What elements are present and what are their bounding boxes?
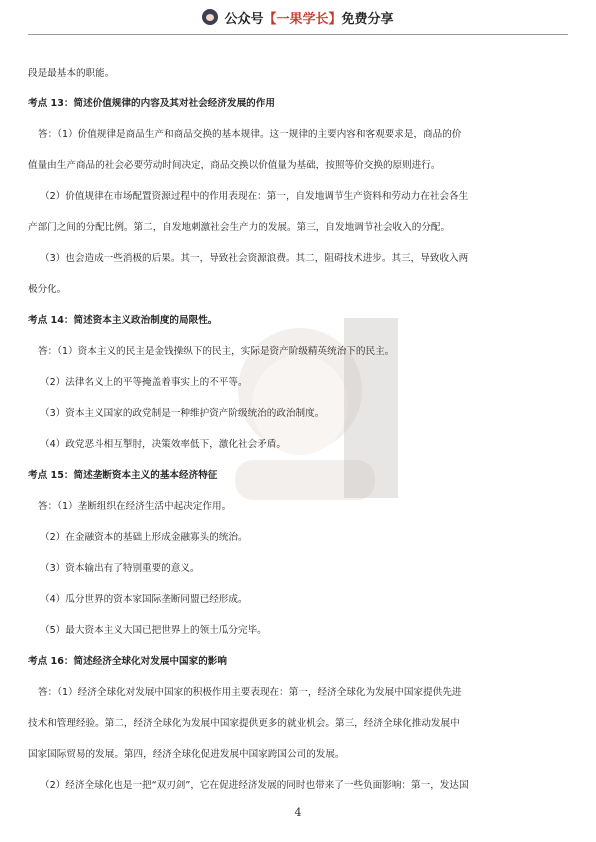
paragraph-line: 答：（1）资本主义的民主是金钱操纵下的民主，实际是资产阶级精英统治下的民主。 (38, 346, 395, 357)
avatar-icon (202, 9, 218, 25)
paragraph-line: 答：（1）价值规律是商品生产和商品交换的基本规律。这一规律的主要内容和客观要求是，商品的价 (38, 129, 462, 140)
paragraph-line: 产部门之间的分配比例。第二，自发地刺激社会生产力的发展。第三，自发地调节社会收入的分配。 (28, 222, 451, 233)
paragraph-line: （2）法律名义上的平等掩盖着事实上的不平等。 (40, 377, 248, 388)
paragraph-line: 极分化。 (28, 284, 67, 295)
paragraph-line: 段是最基本的职能。 (28, 68, 115, 79)
header-suffix: 免费分享 (341, 11, 394, 27)
paragraph-line: （4）瓜分世界的资本家国际垄断同盟已经形成。 (40, 594, 248, 605)
paragraph-line: （2）经济全球化也是一把“双刃剑”，它在促进经济发展的同时也带来了一些负面影响：第一，发达国 (40, 780, 469, 791)
page-number: 4 (294, 806, 302, 819)
section-heading: 考点 14：简述资本主义政治制度的局限性。 (28, 315, 218, 326)
section-heading: 考点 13：简述价值规律的内容及其对社会经济发展的作用 (28, 98, 275, 109)
paragraph-line: （2）价值规律在市场配置资源过程中的作用表现在：第一，自发地调节生产资料和劳动力在社会各生 (40, 191, 469, 202)
header-prefix: 公众号 (224, 11, 264, 27)
paragraph-line: （3）资本输出有了特别重要的意义。 (40, 563, 200, 574)
section-heading: 考点 15：简述垄断资本主义的基本经济特征 (28, 470, 218, 481)
paragraph-line: （3）也会造成一些消极的后果。其一，导致社会资源浪费。其二，阻碍技术进步。其三，导致收入两 (40, 253, 469, 264)
header-brand: 【一果学长】 (263, 11, 342, 27)
paragraph-line: 国家国际贸易的发展。第四，经济全球化促进发展中国家跨国公司的发展。 (28, 749, 345, 760)
header-divider (28, 34, 568, 35)
paragraph-line: （2）在金融资本的基础上形成金融寡头的统治。 (40, 532, 248, 543)
paragraph-line: 技术和管理经验。第二，经济全球化为发展中国家提供更多的就业机会。第三，经济全球化推动发展中 (28, 718, 460, 729)
paragraph-line: （3）资本主义国家的政党制是一种维护资产阶级统治的政治制度。 (40, 408, 325, 419)
paragraph-line: 答：（1）垄断组织在经济生活中起决定作用。 (38, 501, 232, 512)
paragraph-line: （5）最大资本主义大国已把世界上的领土瓜分完毕。 (40, 625, 267, 636)
page-header (0, 0, 596, 34)
paragraph-line: 答：（1）经济全球化对发展中国家的积极作用主要表现在：第一，经济全球化为发展中国家提供先进 (38, 687, 462, 698)
paragraph-line: 值量由生产商品的社会必要劳动时间决定，商品交换以价值量为基础，按照等价交换的原则进行。 (28, 160, 441, 171)
section-heading: 考点 16：简述经济全球化对发展中国家的影响 (28, 656, 227, 667)
paragraph-line: （4）政党恶斗相互掣肘，决策效率低下，激化社会矛盾。 (40, 439, 286, 450)
